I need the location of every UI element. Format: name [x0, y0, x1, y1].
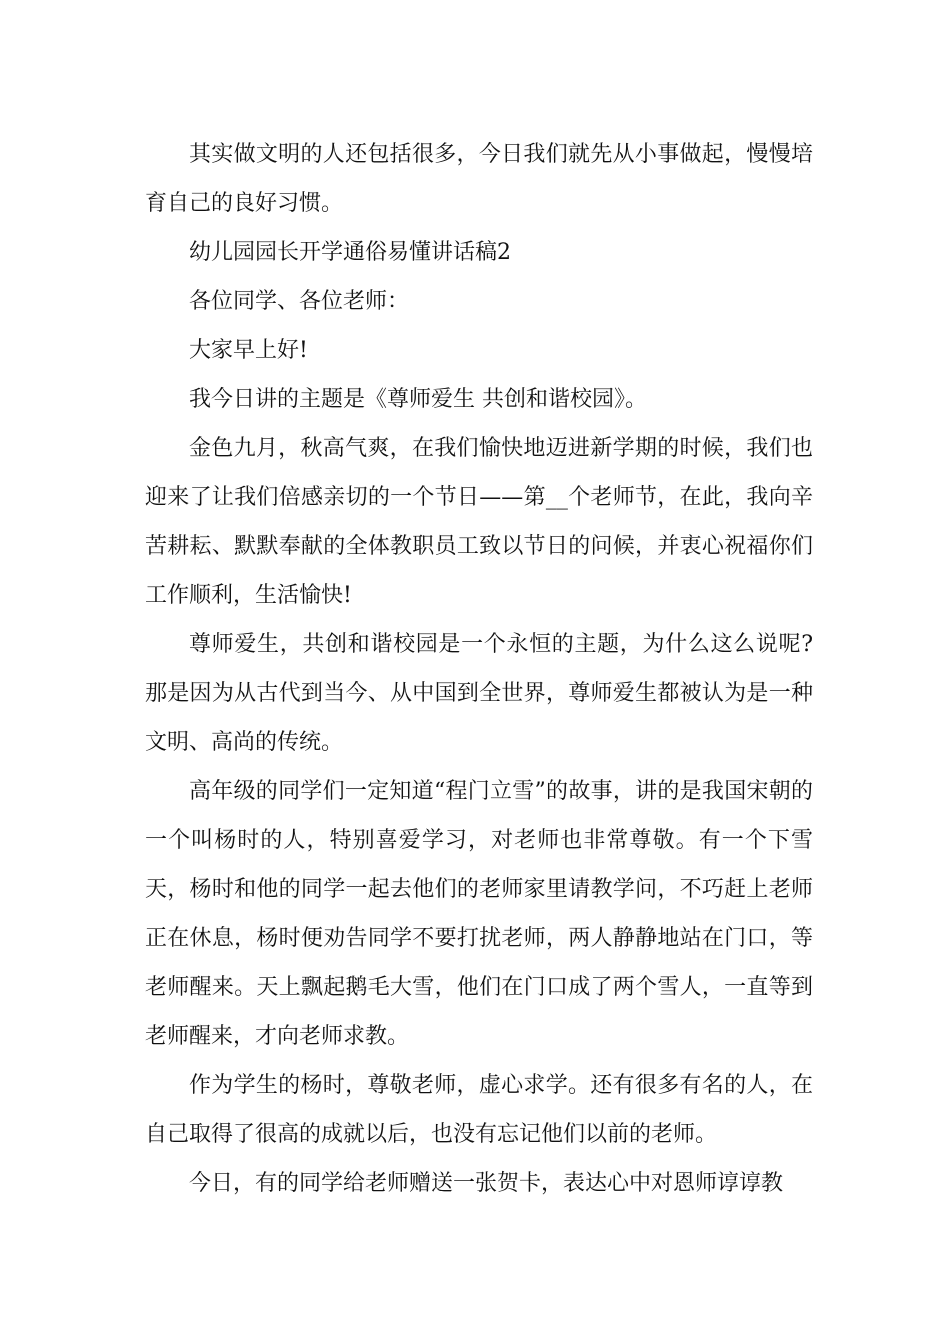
paragraph-10: 今日，有的同学给老师赠送一张贺卡，表达心中对恩师谆谆教 — [189, 1171, 784, 1196]
topic-statement: 我今日讲的主题是《尊师爱生 共创和谐校园》。 — [189, 387, 647, 412]
greeting: 大家早上好! — [189, 338, 308, 363]
paragraph-6: 金色九月，秋高气爽，在我们愉快地迈进新学期的时候，我们也迎来了让我们倍感亲切的一个节日——第__个老师节，在此，我向辛苦耕耘、默默奉献的全体教职员工致以节日的问候，并衷心祝福你们工作顺利，生活愉快! — [145, 436, 813, 608]
paragraph-7: 尊师爱生，共创和谐校园是一个永恒的主题，为什么这么说呢?那是因为从古代到当今、从中国到全世界，尊师爱生都被认为是一种文明、高尚的传统。 — [145, 632, 813, 755]
paragraph-9: 作为学生的杨时，尊敬老师，虚心求学。还有很多有名的人，在自己取得了很高的成就以后，也没有忘记他们以前的老师。 — [145, 1073, 813, 1147]
paragraph-8: 高年级的同学们一定知道“程门立雪”的故事，讲的是我国宋朝的一个叫杨时的人，特别喜爱学习，对老师也非常尊敬。有一个下雪天，杨时和他的同学一起去他们的老师家里请教学问，不巧赶上老师正在休息，杨时便劝告同学不要打扰老师，两人静静地站在门口，等老师醒来。天上飘起鹅毛大雪，他们在门口成了两个雪人，一直等到老师醒来，才向老师求教。 — [145, 779, 813, 1049]
section-heading: 幼儿园园长开学通俗易懂讲话稿2 — [189, 240, 511, 265]
salutation: 各位同学、各位老师： — [189, 289, 410, 314]
document-body — [145, 130, 813, 1208]
paragraph-1: 其实做文明的人还包括很多，今日我们就先从小事做起，慢慢培育自己的良好习惯。 — [145, 142, 813, 216]
